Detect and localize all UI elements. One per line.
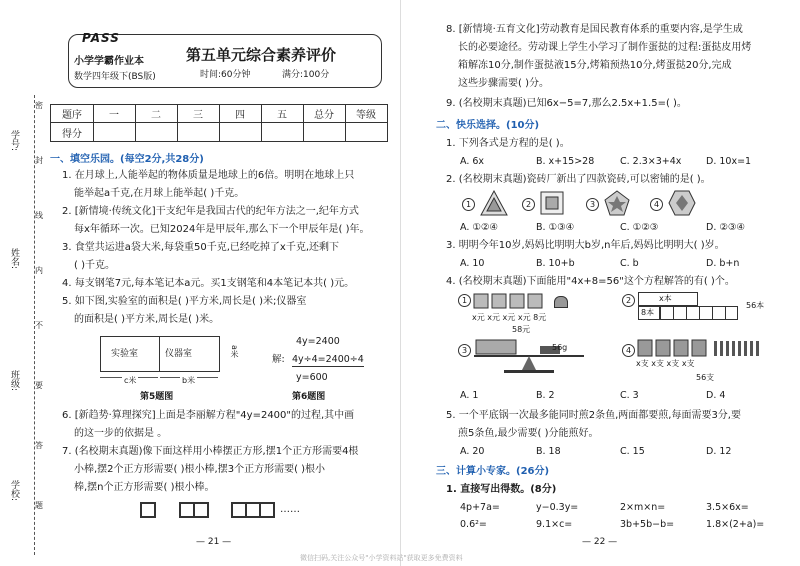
choice4-question: 4. (名校期末真题)下面能用"4x+8=56"这个方程解答的有( )个。 [446, 276, 735, 287]
side-label-school: 学校: [9, 480, 19, 502]
choice3-option-b: B. 10+b [536, 258, 575, 269]
choice3-option-c: C. b [620, 258, 639, 269]
fig-label-1: 1 [458, 294, 471, 307]
eq2: 4y÷4=2400÷4 [292, 354, 364, 365]
dim-a: a米 [230, 345, 239, 358]
eq2-prefix: 解: [272, 354, 285, 365]
pencil-boxes-icon [636, 338, 776, 358]
fig2-cells [660, 306, 738, 320]
choice5-option-a: A. 20 [460, 446, 485, 457]
choice5-option-d: D. 12 [706, 446, 732, 457]
score-info: 满分:100分 [282, 70, 330, 80]
score-header-order: 题序 [62, 110, 82, 121]
q8-line1: 8. [新情境·五育文化]劳动教育是国民教育体系的重要内容,是学生成 [446, 24, 743, 35]
q3-line2: ( )千克。 [74, 260, 115, 271]
choice5-option-b: B. 18 [536, 446, 561, 457]
tile-triangle-icon [480, 190, 508, 216]
calc-title: 1. 直接写出得数。(8分) [446, 484, 557, 495]
fig1-total: 58元 [512, 325, 531, 334]
choice4-option-a: A. 1 [460, 390, 479, 401]
fig2-bar-top: x本 [638, 292, 698, 306]
calc-r1-c1: 4p+7a= [460, 502, 500, 513]
side-mark-5: 不 [35, 321, 43, 330]
score-header-3: 三 [193, 110, 203, 121]
fig4-total: 56支 [696, 373, 715, 382]
calc-r2-c4: 1.8×(2+a)= [706, 519, 765, 530]
choice1-question: 1. 下列各式是方程的是( )。 [446, 138, 570, 149]
score-header-5: 五 [277, 110, 287, 121]
score-header-1: 一 [109, 110, 119, 121]
q4-line1: 4. 每支钢笔7元,每本笔记本a元。买1支钢笔和4本笔记本共( )元。 [62, 278, 355, 289]
clothes-icons [472, 292, 552, 310]
q7-line2: 小棒,摆2个正方形需要( )根小棒,摆3个正方形需要( )根小 [74, 464, 326, 475]
q7-line3: 棒,摆n个正方形需要( )根小棒。 [74, 482, 215, 493]
choice2-option-a: A. ①②④ [460, 222, 498, 233]
section3-title: 三、计算小专家。(26分) [436, 466, 550, 477]
q3-line1: 3. 食堂共运进a袋大米,每袋重50千克,已经吃掉了x千克,还剩下 [62, 242, 340, 253]
section1-title: 一、填空乐园。(每空2分,共28分) [50, 154, 204, 165]
choice2-option-c: C. ①②③ [620, 222, 659, 233]
section2-title: 二、快乐选择。(10分) [436, 120, 540, 131]
choice3-question: 3. 明明今年10岁,妈妈比明明大b岁,n年后,妈妈比明明大( )岁。 [446, 240, 725, 251]
fig-label-2: 2 [622, 294, 635, 307]
choice2-question: 2. (名校期末真题)瓷砖厂新出了四款瓷砖,可以密铺的是( )。 [446, 174, 711, 185]
choice5-line1: 5. 一个平底锅一次最多能同时煎2条鱼,两面都要煎,每面需要3分,要 [446, 410, 741, 421]
score-header-2: 二 [151, 110, 161, 121]
eq1: 4y=2400 [296, 336, 340, 347]
fig5-rectangle [100, 336, 220, 372]
q1-line2: 能举起a千克,在月球上能举起( )千克。 [74, 188, 245, 199]
tile-label-1: 1 [462, 198, 475, 211]
calc-r2-c2: 9.1×c= [536, 519, 573, 530]
balance-scale-icon [474, 338, 584, 374]
q6-line1: 6. [新趋势·算理探究]上面是李丽解方程"4y=2400"的过程,其中画 [62, 410, 355, 421]
fig6-caption: 第6题图 [292, 392, 326, 402]
choice1-option-c: C. 2.3×3+4x [620, 156, 682, 167]
fig-label-4: 4 [622, 344, 635, 357]
tile-pentagon-icon [604, 190, 630, 216]
q9-line1: 9. (名校期末真题)已知6x−5=7,那么2.5x+1.5=( )。 [446, 98, 687, 109]
q8-line3: 箱解冻10分,制作蛋挞液15分,烤箱预热10分,烤蛋挞20分,完成 [458, 60, 732, 71]
q8-line2: 长的必要途径。劳动课上学生小学习了制作蛋挞的过程:蛋挞皮用烤 [458, 42, 752, 53]
right-page [400, 0, 800, 566]
dim-c: c米 [124, 376, 137, 385]
choice1-option-a: A. 6x [460, 156, 485, 167]
q2-line1: 2. [新情境·传统文化]干支纪年是我国古代的纪年方法之一,纪年方式 [62, 206, 359, 217]
side-mark-1: 密 [35, 101, 43, 110]
side-mark-2: 封 [35, 156, 43, 165]
score-header-4: 四 [235, 110, 245, 121]
side-label-name: 姓名: [9, 248, 19, 270]
time-info: 时间:60分钟 [200, 70, 251, 80]
edition-label: 数学四年级下(BS版) [74, 72, 156, 82]
calc-r1-c3: 2×m×n= [620, 502, 666, 513]
tile-label-2: 2 [522, 198, 535, 211]
fig-label-3: 3 [458, 344, 471, 357]
choice2-option-b: B. ①③④ [536, 222, 575, 233]
tile-label-4: 4 [650, 198, 663, 211]
dim-b: b米 [182, 376, 196, 385]
lab-label: 实验室 [111, 349, 139, 359]
tile-square-icon [540, 191, 564, 215]
choice4-option-d: D. 4 [706, 390, 726, 401]
side-mark-8: 题 [35, 501, 43, 510]
choice5-line2: 煎5条鱼,最少需要( )分能煎好。 [458, 428, 599, 439]
choice5-option-c: C. 15 [620, 446, 645, 457]
fig2-total: 56本 [746, 301, 765, 310]
q6-line2: 的这一步的依据是 。 [74, 428, 168, 439]
choice1-option-b: B. x+15>28 [536, 156, 595, 167]
side-mark-7: 答 [35, 441, 43, 450]
tile-label-3: 3 [586, 198, 599, 211]
calc-r1-c4: 3.5×6x= [706, 502, 749, 513]
score-header-grade: 等级 [356, 110, 376, 121]
choice4-option-b: B. 2 [536, 390, 555, 401]
bottom-watermark: 微信扫码,关注公众号"小学资料站"获取更多免费资料 [300, 554, 463, 562]
fig1-label: x元 x元 x元 x元 8元 [472, 313, 547, 322]
side-label-student-no: 学号: [9, 130, 19, 152]
calc-r2-c3: 3b+5b−b= [620, 519, 675, 530]
q5-line1: 5. 如下图,实验室的面积是( )平方米,周长是( )米;仪器室 [62, 296, 307, 307]
fig2-bar-bottom: 8本 [638, 306, 660, 320]
q5-line2: 的面积是( )平方米,周长是( )米。 [74, 314, 220, 325]
ellipsis: …… [280, 504, 300, 515]
tile-hexagon-icon [668, 190, 696, 216]
score-row-label: 得分 [62, 128, 82, 140]
calc-r1-c2: y−0.3y= [536, 502, 579, 513]
side-mark-4: 内 [35, 266, 43, 275]
choice4-option-c: C. 3 [620, 390, 639, 401]
choice2-option-d: D. ②③④ [706, 222, 745, 233]
fig4-label: x支 x支 x支 x支 [636, 359, 695, 368]
choice3-option-a: A. 10 [460, 258, 485, 269]
q1-line1: 1. 在月球上,人能举起的物体质量是地球上的6倍。明明在地球上只 [62, 170, 355, 181]
instr-label: 仪器室 [165, 349, 193, 359]
page-number-left: — 21 — [196, 537, 232, 547]
fig3-weight: 56g [552, 343, 568, 352]
score-header-total: 总分 [314, 110, 334, 121]
eq3: y=600 [296, 372, 328, 383]
q7-line1: 7. (名校期末真题)像下面这样用小棒摆正方形,摆1个正方形需要4根 [62, 446, 359, 457]
page-number-right: — 22 — [582, 537, 618, 547]
calc-r2-c1: 0.6²= [460, 519, 487, 530]
side-label-class: 班级: [9, 370, 19, 392]
q8-line4: 这些步骤需要( )分。 [458, 78, 549, 89]
score-table [50, 104, 388, 142]
q2-line2: 每x年循环一次。已知2024年是甲辰年,那么下一个甲辰年是( )年。 [74, 224, 370, 235]
side-mark-6: 要 [35, 381, 43, 390]
unit-title: 第五单元综合素养评价 [186, 46, 337, 64]
side-mark-3: 线 [35, 211, 43, 220]
fig5-caption: 第5题图 [140, 392, 174, 402]
hat-icon [554, 296, 568, 308]
choice3-option-d: D. b+n [706, 258, 740, 269]
brand-logo: PASS [82, 31, 120, 45]
book-title: 小学学霸作业本 [74, 56, 144, 67]
choice1-option-d: D. 10x=1 [706, 156, 752, 167]
